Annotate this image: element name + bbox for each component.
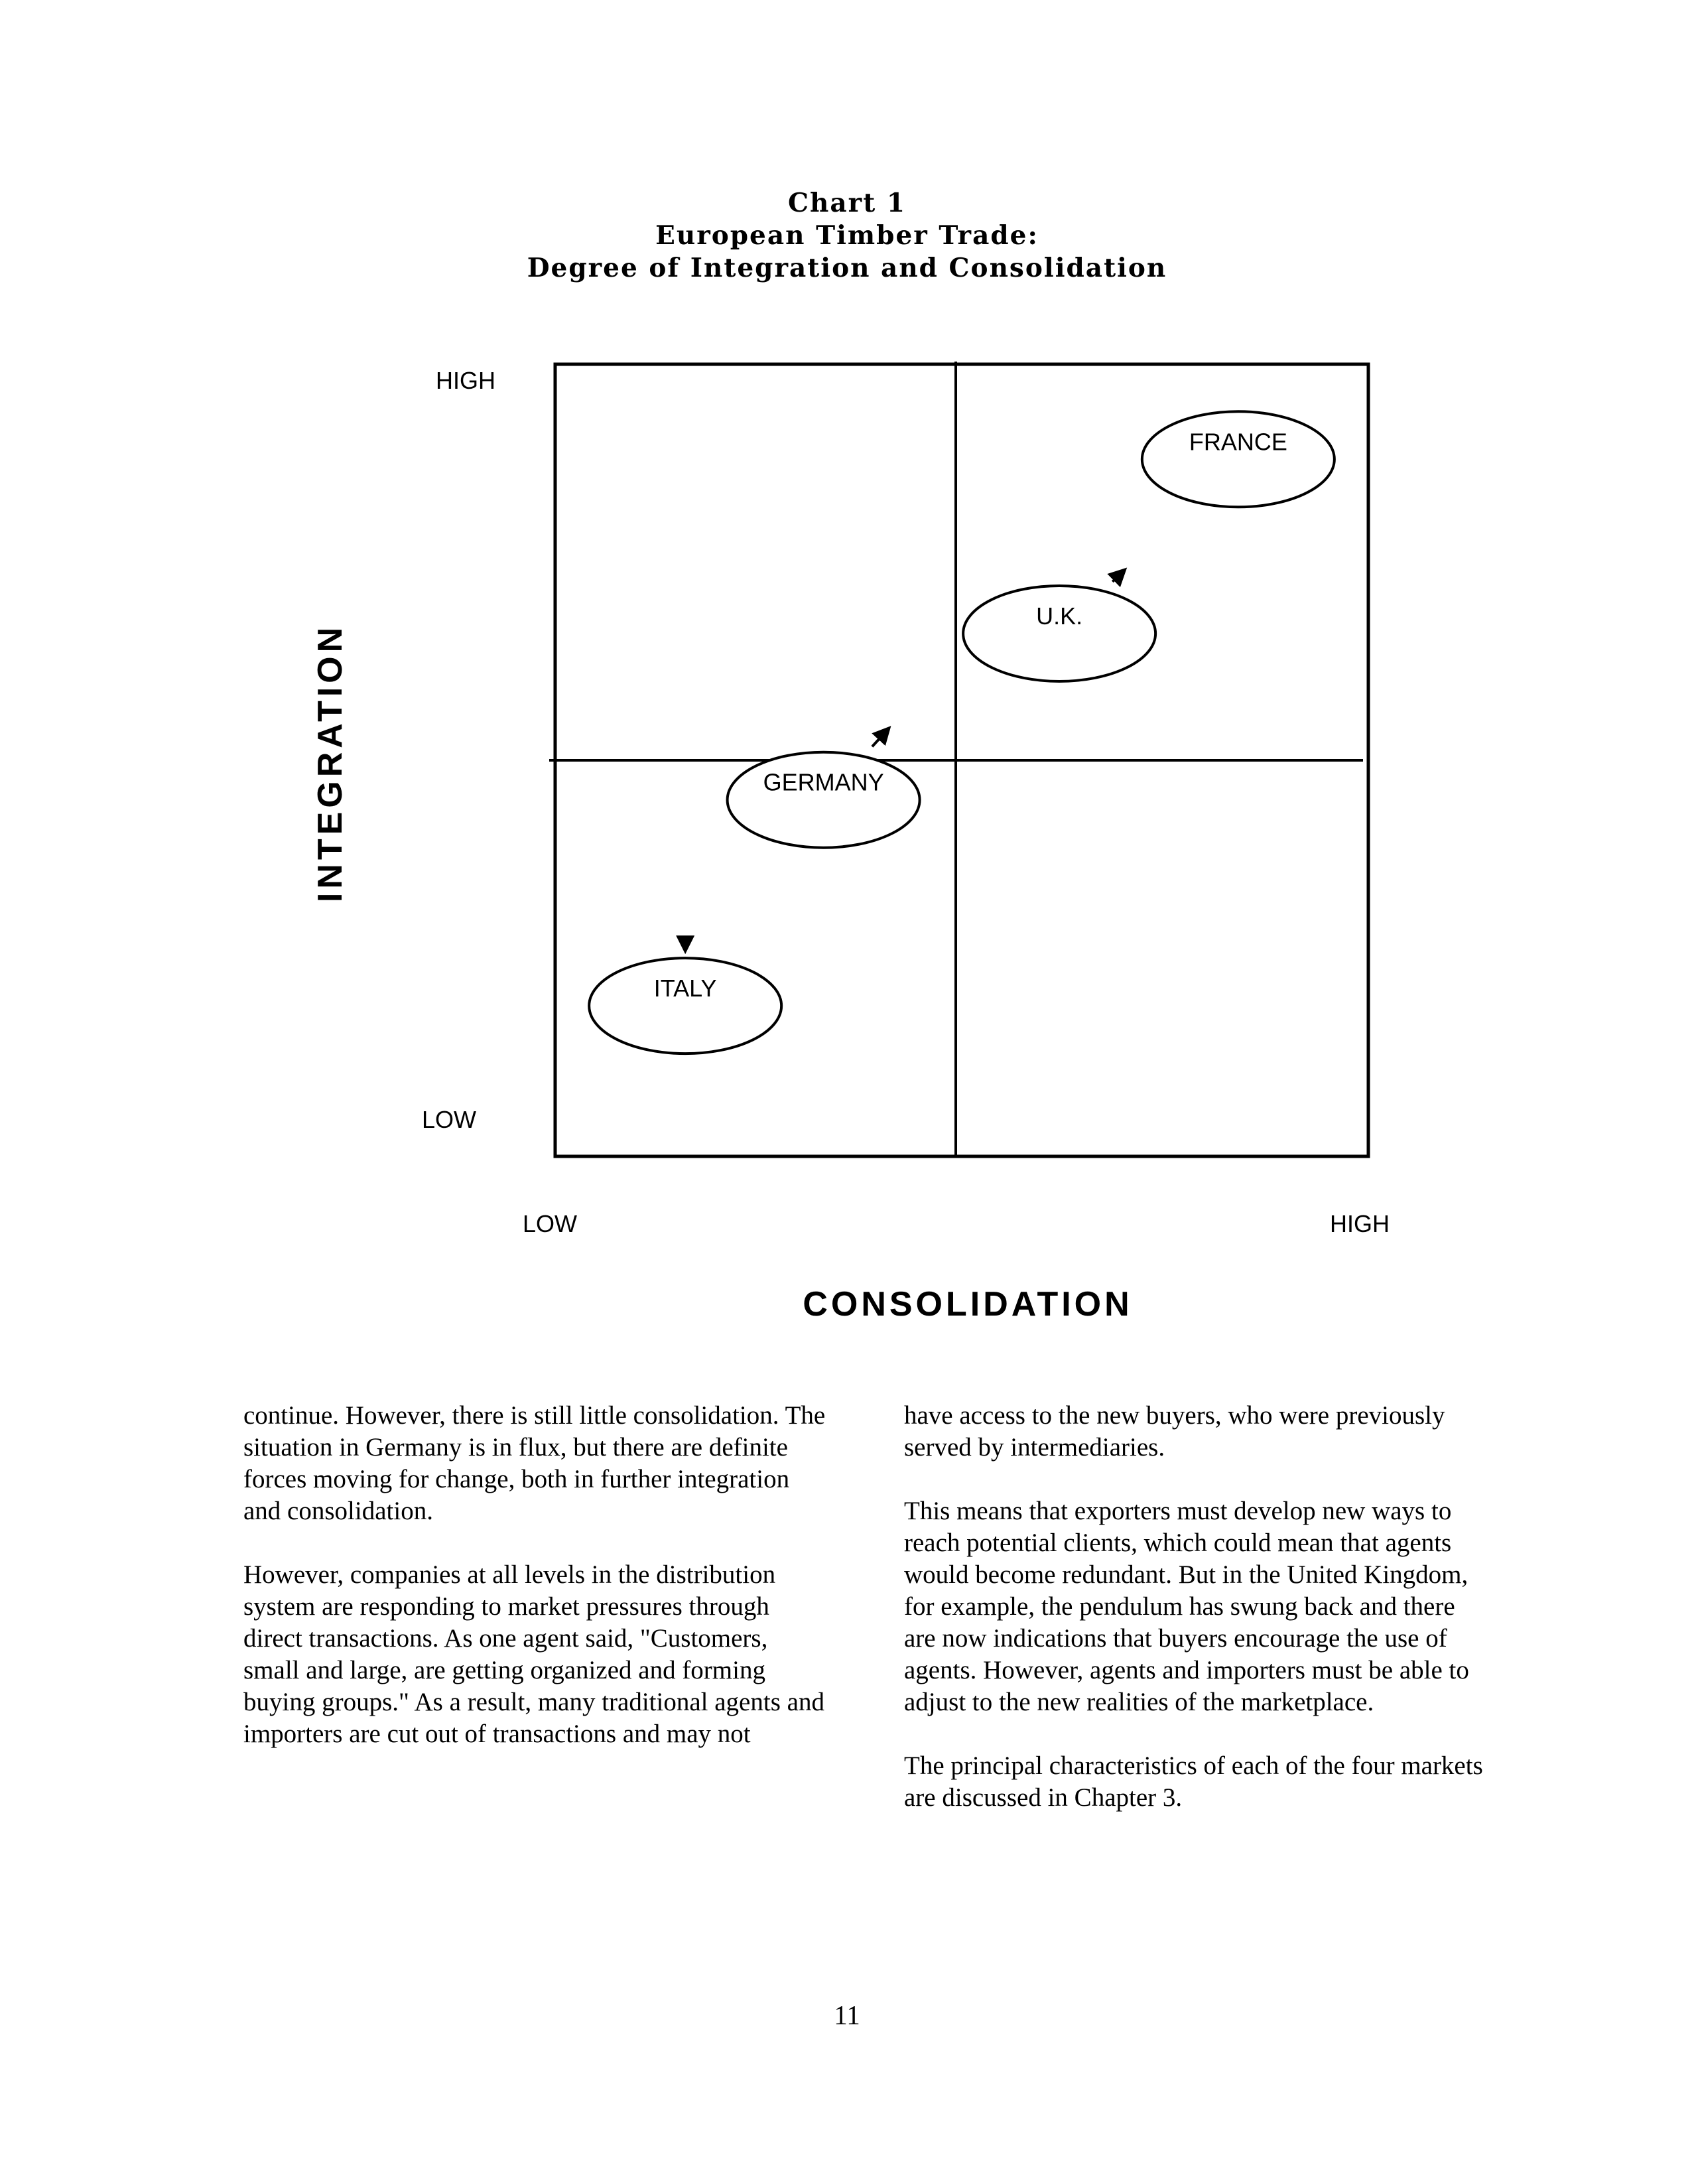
chart-number: Chart 1: [788, 188, 906, 218]
right-paragraph-2: This means that exporters must develop new ways to reach potential clients, which could mean that agents would become redundant. But in the United Kingdom, for example, the pendulum has swung back and there are now indications that buyers encourage the use of agents. However, agents and importers must be able to adjust to the new realities of the marketplace.: [904, 1497, 1469, 1716]
left-column: [243, 1400, 827, 1782]
page-number: 11: [834, 2000, 860, 2030]
u-k-trend-arrow: [1112, 570, 1124, 581]
y-axis-label: INTEGRATION: [311, 623, 350, 903]
left-paragraph-2: However, companies at all levels in the distribution system are responding to market pressures through direct transactions. As one agent said, "Customers, small and large, are getting organized and forming buying groups." As a result, many traditional agents and importers are cut out of transactions and may not: [243, 1560, 824, 1748]
y-tick-high: HIGH: [436, 367, 495, 394]
france-ellipse: [1142, 411, 1335, 507]
left-paragraph-1: continue. However, there is still little consolidation. The situation in Germany is in flux, but there are definite forces moving for change, both in further integration and consolidation.: [243, 1401, 826, 1525]
u-k-ellipse: [963, 586, 1155, 681]
chart-title: European Timber Trade:: [655, 220, 1039, 251]
right-paragraph-3: The principal characteristics of each of the four markets are discussed in Chapter 3.: [904, 1751, 1483, 1812]
u-k-label: U.K.: [1036, 602, 1083, 630]
right-paragraph-1: have access to the new buyers, who were previously served by intermediaries.: [904, 1401, 1445, 1462]
germany-ellipse: [728, 752, 920, 848]
italy-label: ITALY: [653, 975, 717, 1002]
points-layer: [589, 411, 1335, 1054]
germany-label: GERMANY: [763, 768, 884, 796]
y-tick-low: LOW: [421, 1106, 477, 1133]
italy-ellipse: [589, 958, 781, 1054]
chart-subtitle: Degree of Integration and Consolidation: [527, 253, 1167, 283]
right-column: [904, 1400, 1488, 1846]
france-label: FRANCE: [1189, 428, 1287, 456]
x-tick-low: LOW: [522, 1210, 578, 1237]
x-axis-label: CONSOLIDATION: [803, 1285, 1133, 1324]
germany-trend-arrow: [872, 728, 889, 746]
x-tick-high: HIGH: [1330, 1210, 1390, 1237]
